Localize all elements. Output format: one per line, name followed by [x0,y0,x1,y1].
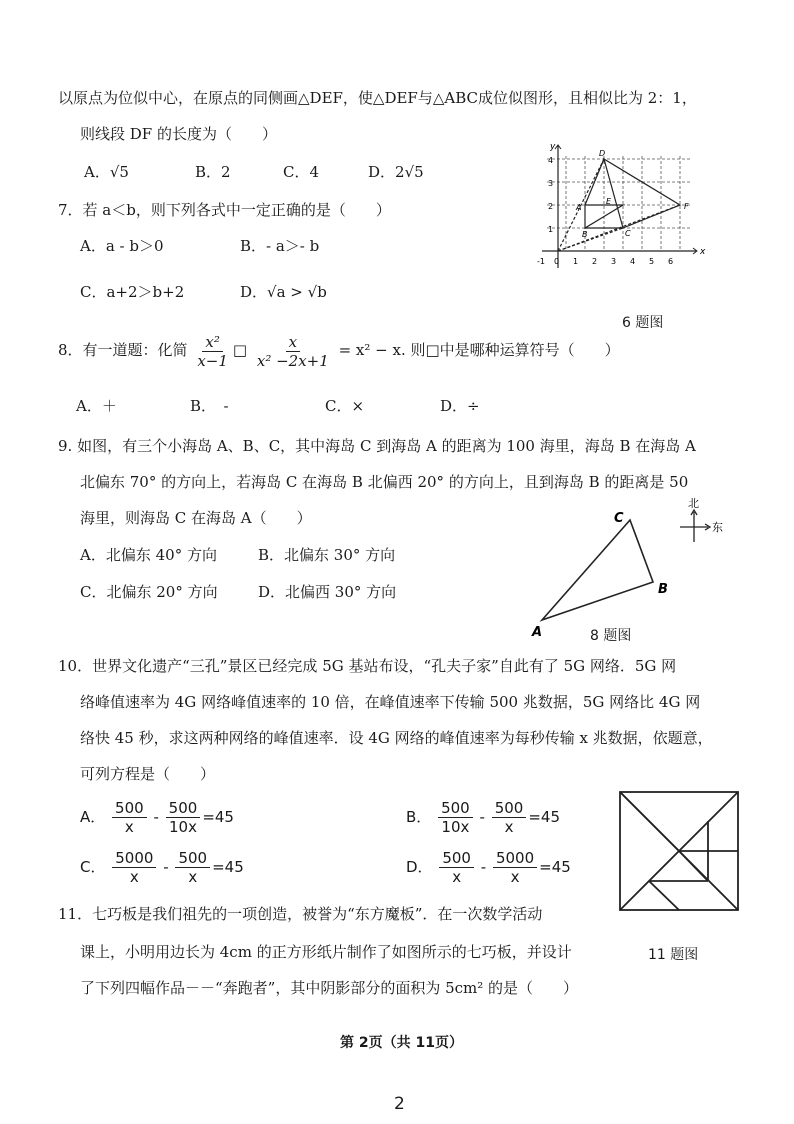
svg-text:6: 6 [668,257,674,266]
q8-option-c: C．× [325,397,365,415]
q6-option-c: C．4 [283,163,320,181]
compass-icon [680,510,710,542]
svg-text:5: 5 [649,257,655,266]
svg-text:4: 4 [548,156,554,165]
y-axis-label: y [550,142,556,152]
x-tick-labels [537,257,673,266]
grid-lines [547,156,690,250]
q10-line3: 络快 45 秒，求这两种网络的峰值速率．设 4G 网络的峰值速率为每秒传输 x 兆数据，依题意， [80,729,713,747]
y-tick-labels [548,156,553,234]
svg-text:1: 1 [573,257,579,266]
compass-east: 东 [712,521,723,534]
q10-option-c: C． $\frac{5000}{x}$ - $\frac{500}{x}$ =45 [80,849,244,886]
label-c: C [614,511,624,526]
q9-option-a: A．北偏东 40° 方向 [80,546,217,564]
page-info: 第 2页（共 11页） [340,1035,463,1051]
q8-prefix: 8．有一道题：化简 [58,341,188,359]
q9-line3: 海里，则海岛 C 在海岛 A（ ） [80,509,312,527]
q9-island-diagram [520,490,750,650]
q10-line4: 可列方程是（ ） [80,765,216,783]
svg-text:0: 0 [554,257,560,266]
q6-option-a: A．√5 [84,163,129,181]
q8-frac2-numerator: x [286,333,300,352]
svg-text:3: 3 [548,179,554,188]
q6-option-b: B．2 [195,163,231,181]
q11-line1: 11．七巧板是我们祖先的一项创造，被誉为“东方魔板”．在一次数学活动 [58,905,543,923]
svg-text:2: 2 [592,257,598,266]
svg-text:4: 4 [630,257,636,266]
q11-line3: 了下列四幅作品－－“奔跑者”，其中阴影部分的面积为 5cm² 的是（ ） [80,979,579,997]
q7-option-a: A．a - b＞0 [80,237,164,255]
svg-text:B: B [582,230,588,239]
q6-caption: 6 题图 [622,315,664,331]
q9-line1: 9. 如图，有三个小海岛 A、B、C，其中海岛 C 到海岛 A 的距离为 100 海里，海岛 B 在海岛 A [58,437,696,455]
q6-coordinate-graph [530,140,710,280]
q8-suffix: = x² − x. 则□中是哪种运算符号（ ） [338,341,620,359]
q11-caption: 11 题图 [648,947,699,963]
q10-option-d: D． $\frac{500}{x}$ - $\frac{5000}{x}$ =45 [406,849,571,886]
svg-text:F: F [684,202,689,211]
svg-text:-1: -1 [537,257,545,266]
q10-line1: 10．世界文化遗产“三孔”景区已经完成 5G 基站布设，“孔夫子家”自此有了 5G 网络．5G 网 [58,657,677,675]
q7-stem: 7．若 a＜b，则下列各式中一定正确的是（ ） [58,201,391,219]
compass-north: 北 [688,497,699,510]
label-b: B [658,582,668,597]
q6-option-d: D．2√5 [368,163,424,181]
q8-fraction-2 [254,333,332,370]
point-labels [575,149,689,239]
q11-line2: 课上，小明用边长为 4cm 的正方形纸片制作了如图所示的七巧板，并设计 [80,943,572,961]
label-a: A [532,625,543,640]
q7-option-b: B．- a＞- b [240,237,320,255]
q8-option-d: D．÷ [440,397,480,415]
q9-option-c: C．北偏东 20° 方向 [80,583,218,601]
q9-caption: 8 题图 [590,628,632,644]
q8-frac2-denominator: x² −2x+1 [256,351,329,370]
q6-line2: 则线段 DF 的长度为（ ） [80,125,277,143]
svg-text:E: E [606,197,612,206]
q8-stem [58,330,620,370]
page-number: 2 [394,1094,405,1114]
island-triangle [542,520,653,620]
q10-option-b: B． $\frac{500}{10x}$ - $\frac{500}{x}$ =45 [406,799,560,836]
q9-option-b: B．北偏东 30° 方向 [258,546,396,564]
svg-text:2: 2 [548,202,554,211]
svg-text:1: 1 [548,225,554,234]
q11-tangram-figure [618,790,740,912]
q9-option-d: D．北偏西 30° 方向 [258,583,397,601]
svg-text:D: D [599,149,606,158]
svg-text:C: C [625,229,631,238]
q8-frac1-denominator: x−1 [197,351,228,370]
q7-option-c: C．a+2＞b+2 [80,283,185,301]
svg-text:3: 3 [611,257,617,266]
q10-option-a: A． $\frac{500}{x}$ - $\frac{500}{10x}$ =45 [80,799,234,836]
q8-blank-box: □ [232,341,248,359]
q8-frac1-numerator: x² [202,333,222,352]
q8-option-a: A．＋ [76,397,117,415]
q6-line1: 以原点为位似中心，在原点的同侧画△DEF，使△DEF与△ABC成位似图形，且相似比为 2：1， [58,89,697,107]
x-axis-label: x [700,247,706,257]
q7-option-d: D．√a > √b [240,283,327,301]
q8-option-b: B． - [190,397,229,415]
q8-fraction-1 [194,333,231,370]
svg-text:A: A [576,203,582,212]
q9-line2: 北偏东 70° 的方向上，若海岛 C 在海岛 B 北偏西 20° 的方向上，且到海岛 B 的距离是 50 [80,473,689,491]
q10-line2: 络峰值速率为 4G 网络峰值速率的 10 倍，在峰值速率下传输 500 兆数据，5G 网络比 4G 网 [80,693,701,711]
